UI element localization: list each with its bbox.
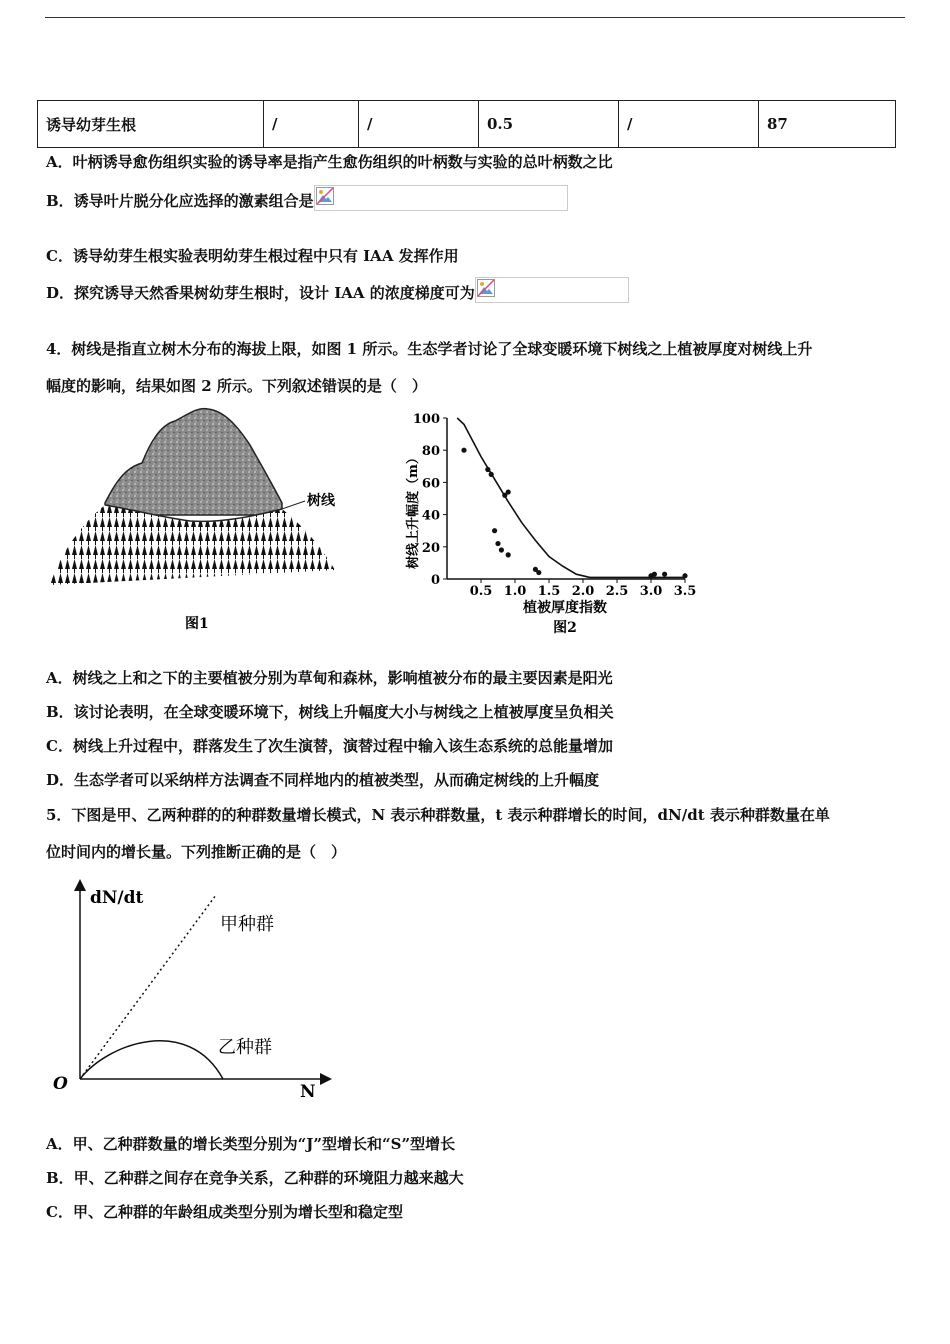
- figure-3-growth-chart: [48, 875, 338, 1105]
- data-point: [485, 467, 490, 472]
- q5-option-b: B．甲、乙种群之间存在竞争关系，乙种群的环境阻力越来越大: [46, 1169, 464, 1187]
- x-axis-title: 植被厚度指数: [523, 600, 607, 616]
- figure-1-caption: 图1: [185, 616, 209, 632]
- table-cell: /: [359, 101, 479, 148]
- q3-option-c: C．诱导幼芽生根实验表明幼芽生根过程中只有 IAA 发挥作用: [46, 247, 459, 265]
- mountain-meadow: [105, 409, 282, 515]
- table-cell: 87: [759, 101, 896, 148]
- table-cell: /: [264, 101, 359, 148]
- q4-stem-line1: 4．树线是指直立树木分布的海拔上限，如图 1 所示。生态学者讨论了全球变暖环境下树线之上植被厚度对树线上升: [46, 340, 813, 358]
- origin-label: O: [53, 1074, 68, 1094]
- data-point: [502, 493, 507, 498]
- table-row: [38, 101, 896, 148]
- y-tick-label: 80: [421, 444, 440, 460]
- data-point: [489, 472, 494, 477]
- q5-stem-line2: 位时间内的增长量。下列推断正确的是（ ）: [46, 843, 347, 861]
- q5-stem-line1: 5．下图是甲、乙两种群的的种群数量增长模式，N 表示种群数量，t 表示种群增长的时间，dN/dt 表示种群数量在单: [46, 806, 830, 824]
- y-tick-label: 100: [412, 412, 440, 427]
- data-point: [506, 552, 511, 557]
- x-tick-label: 0.5: [469, 584, 493, 599]
- y-tick-label: 40: [421, 508, 440, 524]
- forest-band: [50, 505, 335, 585]
- table-cell: /: [619, 101, 759, 148]
- tree-line-label: 树线: [307, 493, 335, 509]
- data-table: [37, 100, 896, 148]
- q4-stem-line2: 幅度的影响，结果如图 2 所示。下列叙述错误的是（ ）: [46, 377, 427, 395]
- figure-1-mountain: [50, 405, 350, 635]
- x-tick-label: 3.0: [639, 584, 663, 599]
- q4-option-b: B．该讨论表明，在全球变暖环境下，树线上升幅度大小与树线之上植被厚度呈负相关: [46, 703, 614, 721]
- x-tick-label: 1.5: [537, 584, 561, 599]
- top-rule: [45, 17, 905, 18]
- figure-2-caption: 图2: [553, 620, 577, 636]
- data-point: [499, 547, 504, 552]
- y-tick-label: 60: [421, 476, 440, 492]
- data-point: [536, 570, 541, 575]
- fitted-curve: [457, 418, 685, 577]
- q4-option-c: C．树线上升过程中，群落发生了次生演替，演替过程中输入该生态系统的总能量增加: [46, 737, 613, 755]
- data-point: [492, 528, 497, 533]
- q3-option-b: [46, 185, 568, 211]
- x-tick-label: 2.0: [571, 584, 595, 599]
- data-point: [461, 448, 466, 453]
- q3-option-d: [46, 277, 629, 303]
- data-point: [652, 572, 657, 577]
- broken-image-icon: [314, 185, 568, 211]
- x-tick-label: 1.0: [503, 584, 527, 599]
- figure-2-scatter-chart: [395, 405, 705, 640]
- series-jia-line: [80, 895, 216, 1079]
- data-point: [662, 572, 667, 577]
- series-jia-label: 甲种群: [220, 914, 274, 935]
- data-point: [682, 573, 687, 578]
- table-cell: 诱导幼芽生根: [38, 101, 264, 148]
- q5-option-a: A．甲、乙种群数量的增长类型分别为“J”型增长和“S”型增长: [46, 1135, 456, 1153]
- q3-option-b-text: B．诱导叶片脱分化应选择的激素组合是: [46, 192, 314, 210]
- q4-option-a: A．树线之上和之下的主要植被分别为草甸和森林，影响植被分布的最主要因素是阳光: [46, 669, 613, 687]
- series-yi-curve: [80, 1041, 223, 1079]
- y-tick-label: 0: [430, 573, 440, 588]
- q3-option-a: A．叶柄诱导愈伤组织实验的诱导率是指产生愈伤组织的叶柄数与实验的总叶柄数之比: [46, 153, 613, 171]
- q5-option-c: C．甲、乙种群的年龄组成类型分别为增长型和稳定型: [46, 1203, 403, 1221]
- x-tick-label: 3.5: [673, 584, 697, 599]
- broken-image-icon: [475, 277, 629, 303]
- y-axis-title: 树线上升幅度（m）: [406, 451, 421, 569]
- data-point: [495, 541, 500, 546]
- y-axis-label: dN/dt: [90, 888, 144, 908]
- y-tick-label: 20: [421, 540, 440, 556]
- q4-option-d: D．生态学者可以采纳样方法调查不同样地内的植被类型，从而确定树线的上升幅度: [46, 771, 600, 789]
- x-tick-label: 2.5: [605, 584, 629, 599]
- series-yi-label: 乙种群: [218, 1037, 272, 1058]
- x-axis-label: N: [300, 1082, 316, 1102]
- q3-option-d-text: D．探究诱导天然香果树幼芽生根时，设计 IAA 的浓度梯度可为: [46, 284, 475, 302]
- table-cell: 0.5: [479, 101, 619, 148]
